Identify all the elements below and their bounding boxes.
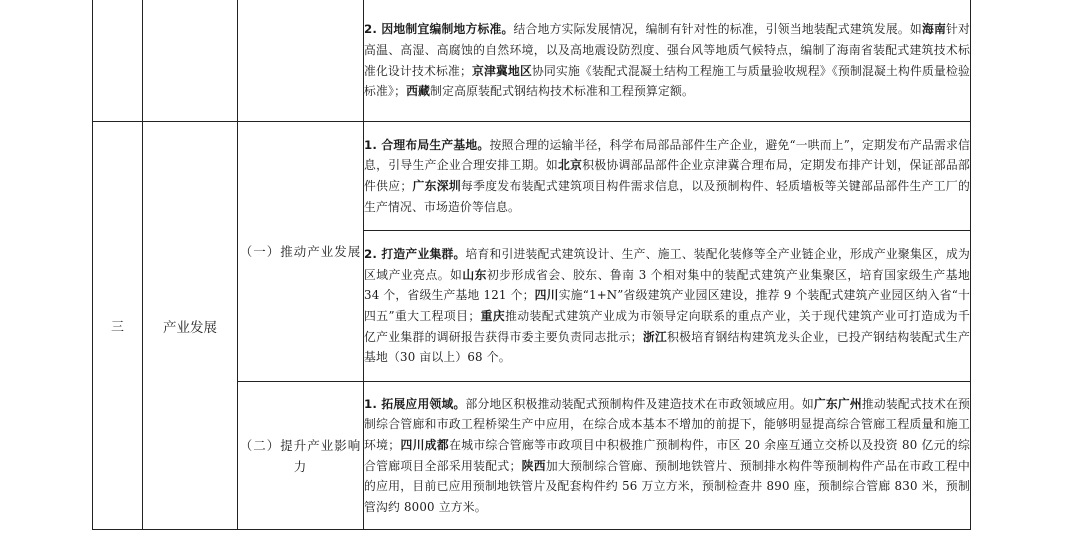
text-run: 1. 拓展应用领域。 <box>364 396 466 411</box>
text-run: 加大预制综合管廊、预制地铁管片、预制排水构件等预制构件产品在市政工程中的应用，目前已应用预制地铁管片及配套构件约 56 万立方米，预制检查井 890 座，预制综合管廊 830 米，预制管沟约 8000 立方米。 <box>364 458 970 514</box>
text-run: 针对高温、高湿、高腐蚀的自然环境，以及高地震设防烈度、强台风等地质气候特点，编制了海南省装配式建筑技术标准化设计技术标准； <box>364 22 970 78</box>
text-run: 结合地方实际发展情况，编制有针对性的标准，引领当地装配式建筑发展。如 <box>513 22 922 37</box>
text-run: 海南 <box>921 22 946 37</box>
text-run: 陕西 <box>521 458 546 473</box>
text-run: 每季度发布装配式建筑项目构件需求信息，以及预制构件、轻质墙板等关键部品部件生产工厂的生产情况、市场造价等信息。 <box>364 179 970 214</box>
text-run: 四川成都 <box>400 437 450 452</box>
empty-number-cell <box>93 0 143 122</box>
text-run: 北京 <box>557 158 583 173</box>
section-number: 三 <box>93 122 143 530</box>
text-run: 浙江 <box>642 329 668 344</box>
text-run: 2. 打造产业集群。 <box>364 247 466 262</box>
content-cell-application-fields <box>364 382 971 530</box>
policy-table <box>92 0 971 530</box>
text-run: 培育和引进装配式建筑设计、生产、施工、装配化装修等全产业链企业，形成产业聚集区，成为区域产业亮点。如 <box>364 247 970 282</box>
text-run: 1. 合理布局生产基地。 <box>364 137 490 152</box>
content-cell-local-standards <box>364 0 971 122</box>
text-run: 积极协调部品部件企业京津冀合理布局，定期发布排产计划，保证部品部件供应； <box>364 158 971 193</box>
text-run: 四川 <box>534 288 559 303</box>
content-cell-production-base <box>364 122 971 231</box>
empty-subcategory-cell <box>238 0 364 122</box>
text-run: 协同实施《装配式混凝土结构工程施工与质量验收规程》《预制混凝土构件质量检验标准》； <box>364 63 970 99</box>
text-run: 广东广州 <box>813 396 862 411</box>
text-run: 制定高原装配式钢结构技术标准和工程预算定额。 <box>430 84 695 99</box>
text-run: 积极培育钢结构建筑龙头企业，已投产钢结构装配式生产基地（30 亩以上）68 个。 <box>364 329 970 365</box>
table-row <box>93 122 971 231</box>
content-cell-industry-cluster <box>364 231 971 382</box>
text-run: 广东深圳 <box>412 179 461 193</box>
text-run: 重庆 <box>480 309 506 323</box>
text-run: 在城市综合管廊等市政项目中积极推广预制构件，市区 20 余座互通立交桥以及投资 80 亿元的综合管廊项目全部采用装配式； <box>364 437 970 473</box>
empty-category-cell <box>143 0 238 122</box>
text-run: 山东 <box>462 267 487 282</box>
text-run: 推动装配式技术在预制综合管廊和市政工程桥梁生产中应用，在综合成本基本不增加的前提下，能够明显提高综合管廊工程质量和施工环境； <box>364 396 970 452</box>
table-row <box>93 0 971 122</box>
text-run: 部分地区积极推动装配式预制构件及建造技术在市政领域应用。如 <box>465 396 814 411</box>
text-run: 2. 因地制宜编制地方标准。 <box>364 22 514 37</box>
text-run: 西藏 <box>406 84 431 99</box>
subcategory-label-influence: （二）提升产业影响力 <box>238 382 364 530</box>
subcategory-label-promote: （一）推动产业发展 <box>238 122 364 382</box>
category-label: 产业发展 <box>143 122 238 530</box>
text-run: 实施“1+N”省级建筑产业园区建设，推荐 9 个装配式建筑产业园区纳入省“十四五”重大工程项目； <box>364 288 970 323</box>
text-run: 按照合理的运输半径，科学布局部品部件生产企业，避免“一哄而上”，定期发布产品需求信息，引导生产企业合理安排工期。如 <box>364 137 971 173</box>
text-run: 初步形成省会、胶东、鲁南 3 个相对集中的装配式建筑产业集聚区，培育国家级生产基地 34 个，省级生产基地 121 个； <box>364 267 970 303</box>
text-run: 推动装配式建筑产业成为市领导定向联系的重点产业，关于现代建筑产业可打造成为千亿产业集群的调研报告获得市委主要负责同志批示； <box>364 309 970 344</box>
text-run: 京津冀地区 <box>471 63 532 78</box>
